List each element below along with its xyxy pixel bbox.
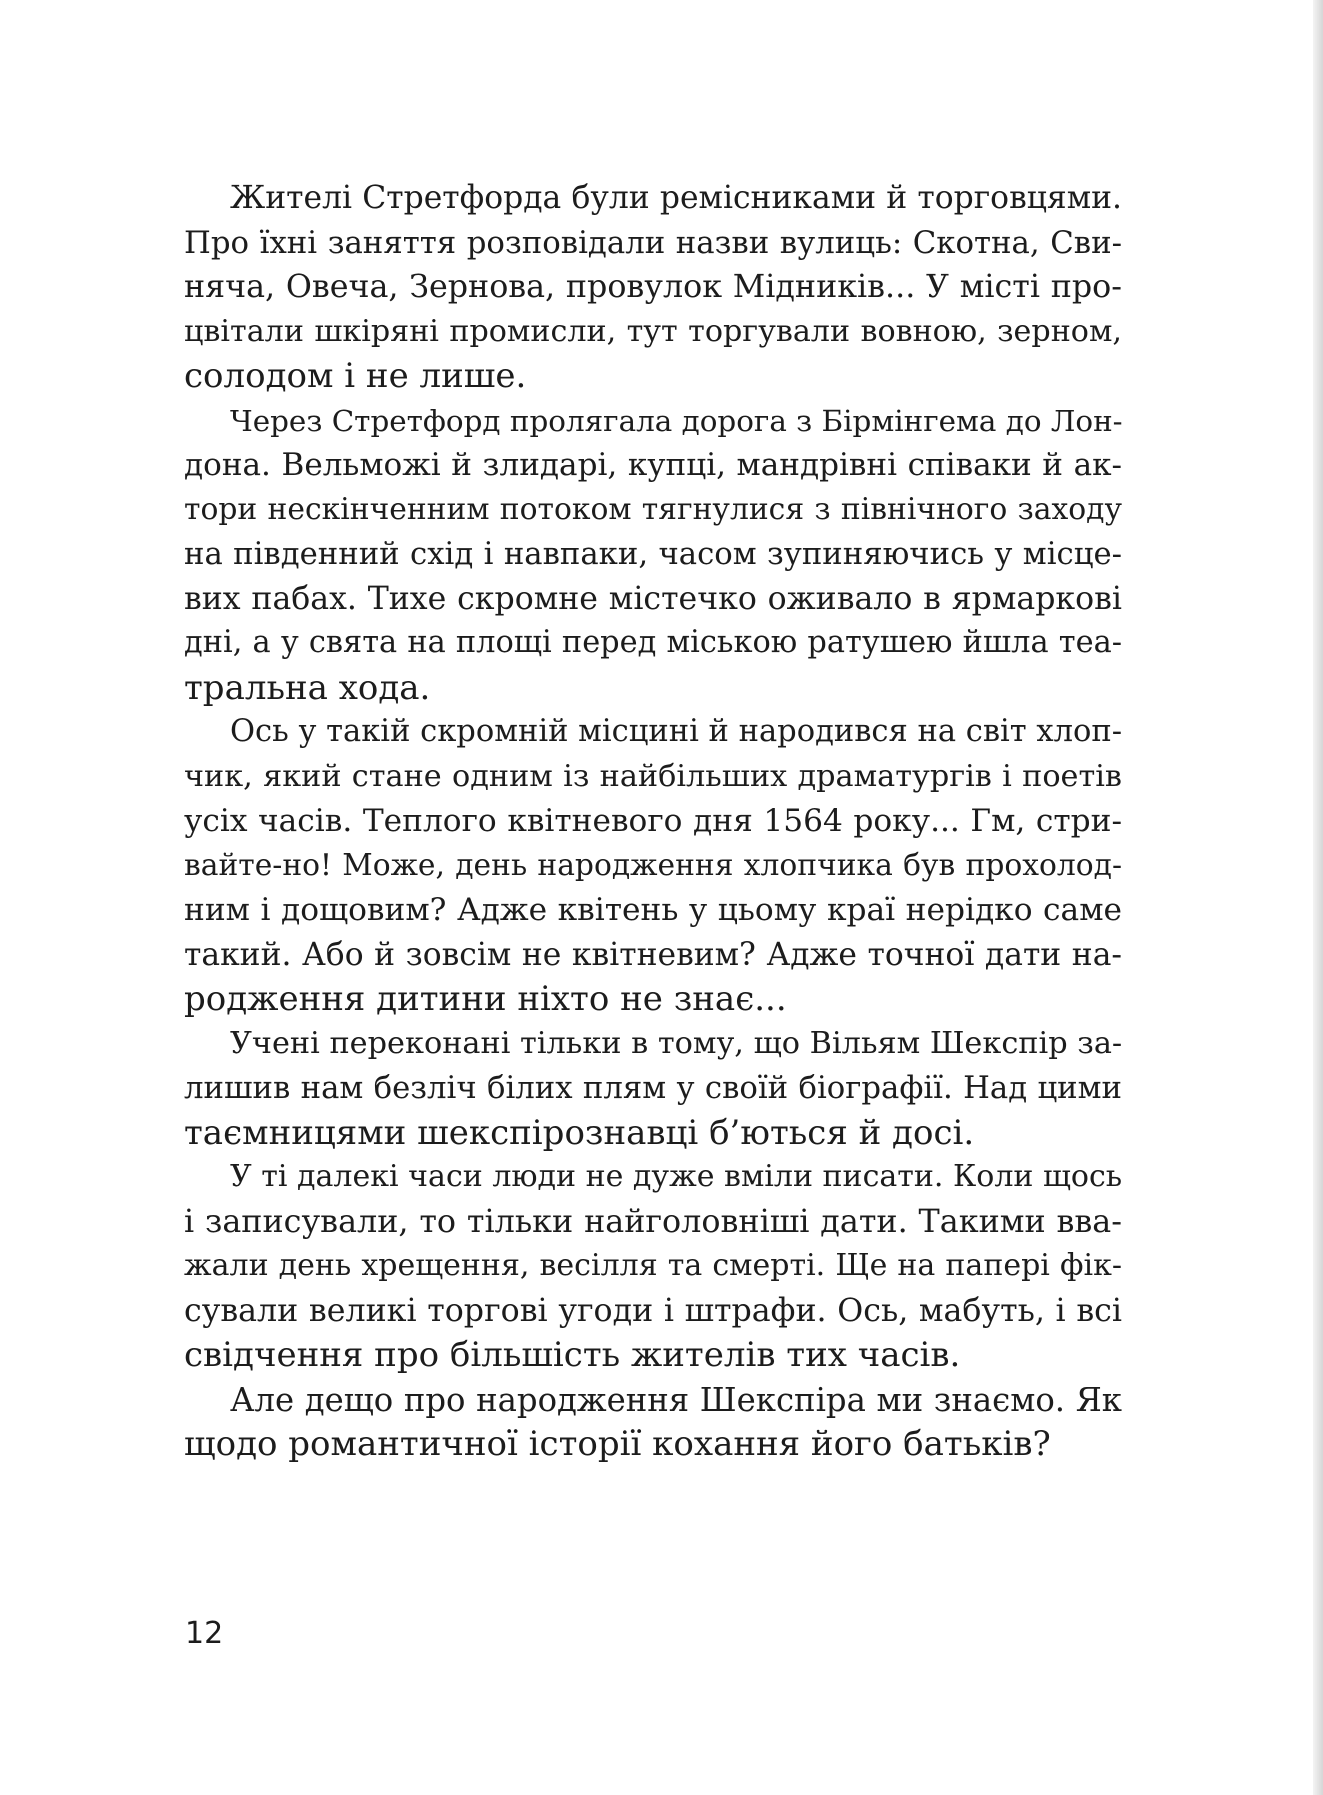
text-line: вих пабах. Тихе скромне містечко оживало в ярмаркові xyxy=(184,580,1122,617)
text-line: дона. Вельможі й злидарі, купці, мандрівні співаки й ак- xyxy=(184,447,1122,483)
paragraph xyxy=(184,1022,1122,1156)
text-line: усіх часів. Теплого квітневого дня 1564 року... Гм, стри- xyxy=(184,803,1122,839)
text-line: тральна хода. xyxy=(184,667,431,708)
text-line: такий. Або й зовсім не квітневим? Адже точної дати на- xyxy=(184,936,1122,973)
text-line: ним і дощовим? Адже квітень у цьому краї нерідко саме xyxy=(184,892,1122,928)
text-line: чик, який стане одним із найбільших драматургів і поетів xyxy=(184,758,1122,794)
page-number: 12 xyxy=(185,1616,224,1651)
text-line: на південний схід і навпаки, часом зупиняючись у місце- xyxy=(184,536,1122,572)
text-line: щодо романтичної історії кохання його батьків? xyxy=(184,1424,1051,1464)
text-line: лишив нам безліч білих плям у своїй біографії. Над цими xyxy=(184,1070,1122,1106)
text-line: родження дитини ніхто не знає... xyxy=(184,979,787,1019)
text-line: цвітали шкіряні промисли, тут торгували вовною, зерном, xyxy=(184,313,1122,349)
text-line: Учені переконані тільки в тому, що Вільям Шекспір за- xyxy=(230,1025,1123,1061)
text-line: жали день хрещення, весілля та смерті. Ще на папері фік- xyxy=(184,1248,1122,1283)
text-line: Жителі Стретфорда були ремісниками й торговцями. xyxy=(230,180,1122,216)
text-line: свідчення про більшість жителів тих часів. xyxy=(184,1335,961,1375)
text-line: солодом і не лише. xyxy=(184,356,527,396)
text-line: Але дещо про народження Шекспіра ми знаємо. Як xyxy=(230,1380,1122,1419)
text-line: Про їхні заняття розповідали назви вулиць: Скотна, Сви- xyxy=(184,224,1122,261)
text-line: і записували, то тільки найголовніші дати. Такими вва- xyxy=(184,1202,1122,1240)
text-line: дні, а у свята на площі перед міською ратушею йшла теа- xyxy=(184,625,1122,660)
paragraph xyxy=(184,710,1122,1022)
paragraph xyxy=(184,1155,1122,1378)
page-edge-shadow xyxy=(1313,0,1323,1795)
text-line: Через Стретфорд пролягала дорога з Бірмінгема до Лон- xyxy=(230,403,1123,438)
page-body xyxy=(184,176,1122,1467)
text-line: сували великі торгові угоди і штрафи. Ось, мабуть, і всі xyxy=(184,1292,1122,1329)
paragraph xyxy=(184,399,1122,711)
text-line: таємницями шекспірознавці б’ються й досі. xyxy=(184,1112,975,1153)
text-line: тори нескінченним потоком тягнулися з північного заходу xyxy=(184,491,1122,527)
text-line: няча, Овеча, Зернова, провулок Мідників... У місті про- xyxy=(184,269,1122,305)
text-line: вайте-но! Може, день народження хлопчика був прохолод- xyxy=(184,847,1122,883)
paragraph xyxy=(184,176,1122,399)
text-line: Ось у такій скромній місцині й народився на світ хлоп- xyxy=(230,714,1123,749)
text-line: У ті далекі часи люди не дуже вміли писати. Коли щось xyxy=(230,1159,1123,1194)
paragraph xyxy=(184,1378,1122,1467)
